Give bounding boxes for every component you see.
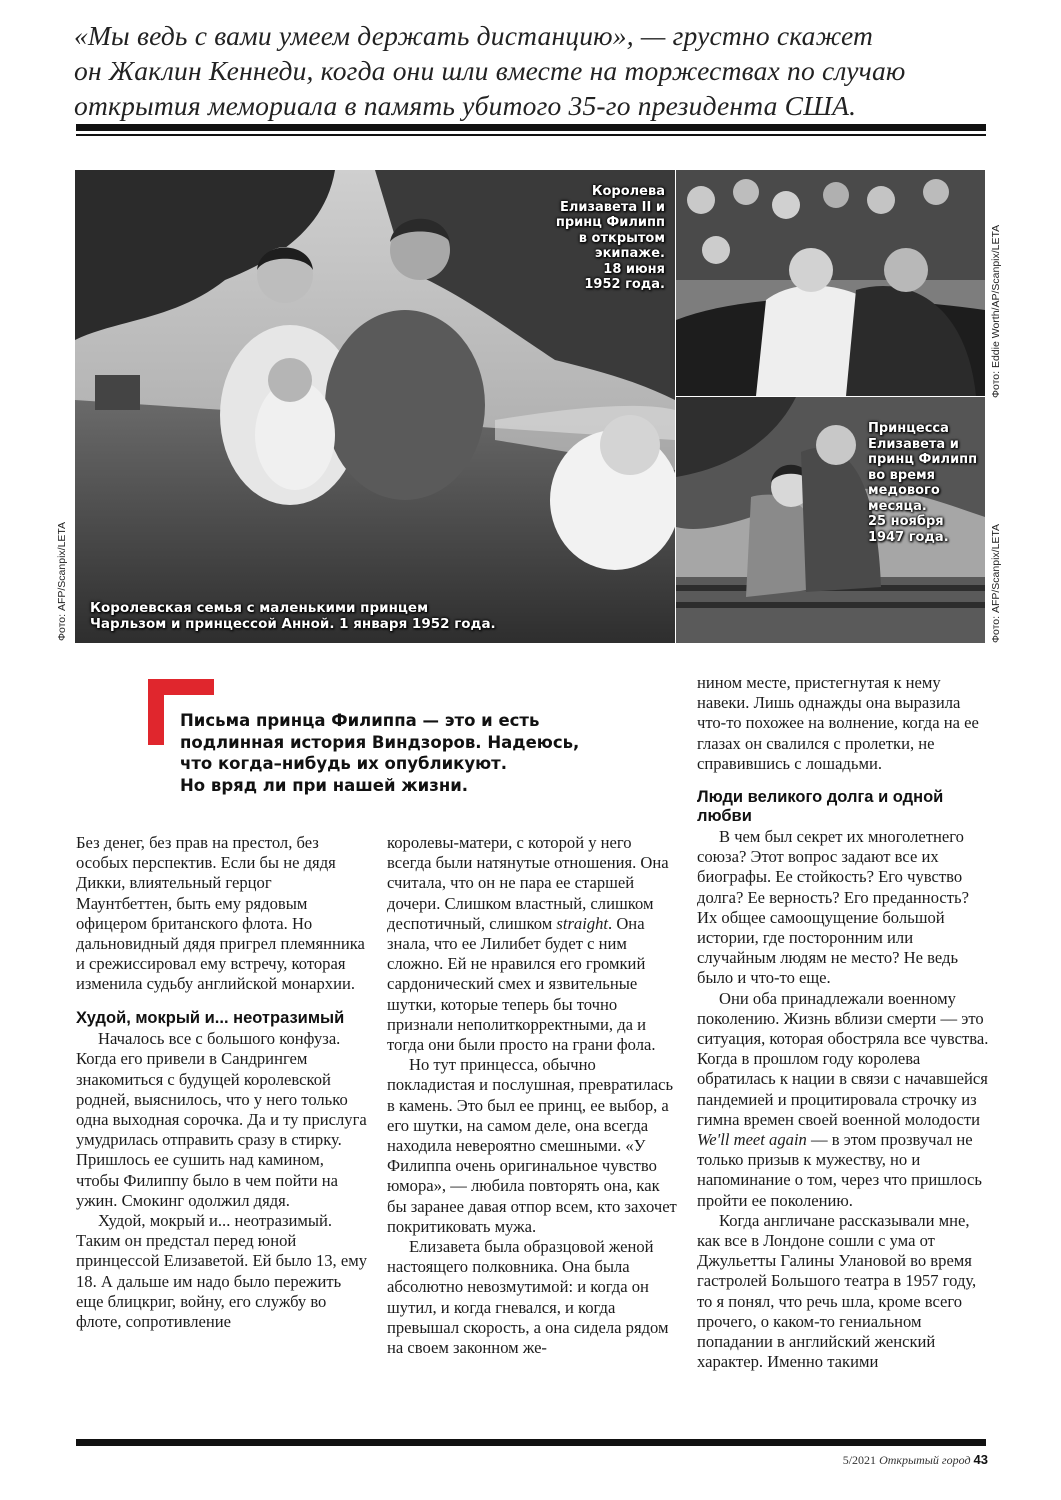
paragraph	[697, 989, 989, 1211]
paragraph: Началось все с большого конфуза. Когда его привели в Сандрингем знакомиться с будущей королевской родней, выяснилось, что у него только одна выходная сорочка. Да и ту прислуга умудрилась отправить сразу в стирку. Пришлось ее сушить над камином, чтобы Филиппу было в чем пойти на ужин. Смокинг одолжил дядя.	[76, 1029, 367, 1210]
caption-line: в открытом	[578, 230, 665, 246]
paragraph: Елизавета была образцовой женой настоящего полковника. Она была абсолютно невозмутимой: и когда он шутил, и когда гневался, и когда превышал скорость, а она сидела рядом на своем законном же-	[387, 1237, 669, 1358]
paragraph: нином месте, пристегнутая к нему навеки. Лишь однажды она выразила что-то похожее на волнение, когда на ее глазах он свалился с пролетки, не справившись с лошадьми.	[697, 673, 979, 773]
family-caption	[90, 601, 550, 632]
paragraph: Когда англичане рассказывали мне, как все в Лондоне сошли с ума от Джульетты Галины Улановой во время гастролей Большого театра в 1957 году, то я понял, что речь шла, кроме всего прочего, о каком-то гениальном попадании в английский женский характер. Именно такими	[697, 1210, 977, 1372]
carriage-caption	[545, 184, 665, 293]
caption-line: 25 ноября	[868, 514, 944, 529]
paragraph: Худой, мокрый и... неотразимый. Таким он предстал перед юной принцессой Елизаветой. Ей было 13, ему 18. А дальше им надо было пережить еще блицкриг, войну, его службу во флоте, сопротивление	[76, 1210, 368, 1331]
page-footer	[812, 1452, 988, 1468]
caption-line: 18 июня	[603, 261, 665, 277]
caption-line: 1947 года.	[868, 529, 949, 545]
page-number: 43	[973, 1452, 988, 1467]
caption-line: медового	[868, 483, 940, 498]
caption-line: Чарльзом и принцессой Анной. 1 января 1952 года.	[90, 615, 496, 632]
caption-line: Принцесса	[868, 421, 949, 436]
article-column-3	[697, 673, 989, 1373]
paragraph	[387, 833, 679, 1055]
carriage-photo-credit: Фото: Eddie Worth/AP/Scanpix/LETA	[990, 224, 1002, 398]
caption-line: Елизавета II и	[559, 199, 665, 215]
caption-line: экипаже.	[594, 246, 665, 261]
caption-line: Королева	[591, 184, 665, 199]
quote-line-3: открытия мемориала в память убитого 35-го президента США.	[74, 90, 857, 121]
carriage-photo	[676, 170, 985, 396]
caption-line: Королевская семья с маленькими принцем	[90, 600, 429, 616]
text-run: — в этом прозвучал не только призыв к мужеству, но и напоминание о том, через что пришлось пройти ее поколению.	[697, 1130, 982, 1210]
emphasis: straight	[556, 913, 609, 933]
caption-line: принц Филипп	[555, 215, 665, 230]
caption-line: Елизавета и	[868, 436, 959, 452]
pullquote	[180, 710, 650, 796]
intro-quote	[74, 18, 974, 123]
pullquote-line: подлинная история Виндзоров. Надеюсь,	[180, 732, 580, 752]
article-column-1	[76, 833, 368, 1332]
family-photo-credit: Фото: AFP/Scanpix/LETA	[56, 521, 68, 641]
caption-line: 1952 года.	[584, 277, 665, 292]
top-rule-thin	[76, 134, 986, 136]
magazine-name: Открытый город	[879, 1453, 971, 1467]
bottom-rule	[76, 1439, 986, 1446]
honeymoon-photo-credit: Фото: AFP/Scanpix/LETA	[990, 523, 1002, 643]
pullquote-line: что когда–нибудь их опубликуют.	[180, 754, 508, 773]
caption-line: во время	[868, 467, 936, 483]
subheading: Худой, мокрый и... неотразимый	[76, 1008, 345, 1027]
honeymoon-caption	[868, 421, 978, 545]
caption-line: месяца.	[868, 498, 927, 514]
emphasis: We'll meet again	[697, 1130, 807, 1150]
paragraph: Но тут принцесса, обычно покладистая и послушная, превратилась в камень. Это был ее принц, ее выбор, а его шутки, на самом деле, она всегда находила невероятно смешными. «У Филиппа очень оригинальное чувство юмора», — любила повторять она, как бы заранее давая отпор всем, кто захочет покритиковать мужа.	[387, 1055, 677, 1236]
article-column-2	[387, 833, 679, 1358]
quote-line-1: «Мы ведь с вами умеем держать дистанцию», — грустно скажет	[74, 20, 874, 51]
text-run: Они оба принадлежали военному поколению. Жизнь вблизи смерти — это ситуация, которая обостряла все чувства. Когда в прошлом году королева обратилась к нации в связи с начавшейся пандемией и процитировала строчку из гимна времен своей военной молодости	[697, 988, 989, 1129]
pullquote-line: Но вряд ли при нашей жизни.	[180, 775, 469, 795]
pullquote-line: Письма принца Филиппа — это и есть	[180, 711, 540, 730]
top-rule	[76, 124, 986, 131]
paragraph: В чем был секрет их многолетнего союза? Этот вопрос задают все их биографы. Ее стойкость? Его чувство долга? Ее верность? Его преданность? Их общее самоощущение большой истории, где посторонним или случайным людям не место? Не ведь было и что-то еще.	[697, 827, 969, 988]
subheading: Люди великого долга и одной любви	[697, 788, 944, 825]
issue-number: 5/2021	[842, 1453, 877, 1467]
paragraph: Без денег, без прав на престол, без особых перспектив. Если бы не дядя Дикки, влиятельный герцог Маунтбеттен, быть ему рядовым офицером британского флота. Но дальновидный дядя пригрел племянника и срежиссировал ему встречу, которая изменила судьбу английской монархии.	[76, 833, 365, 994]
quote-line-2: он Жаклин Кеннеди, когда они шли вместе на торжествах по случаю	[74, 55, 906, 86]
text-run: королевы-матери, с которой у него всегда были натянутые отношения. Она считала, что он не пара ее старшей дочери. Слишком властный, слишком деспотичный, слишком	[387, 833, 669, 933]
text-run: . Она знала, что ее Лилибет будет с ним сложно. Ей не нравился его громкий сардонический смех и язвительные шутки, которые теперь бы точно признали неполиткорректными, да и тогда они были просто на грани фола.	[387, 913, 656, 1055]
caption-line: принц Филипп	[868, 452, 978, 467]
